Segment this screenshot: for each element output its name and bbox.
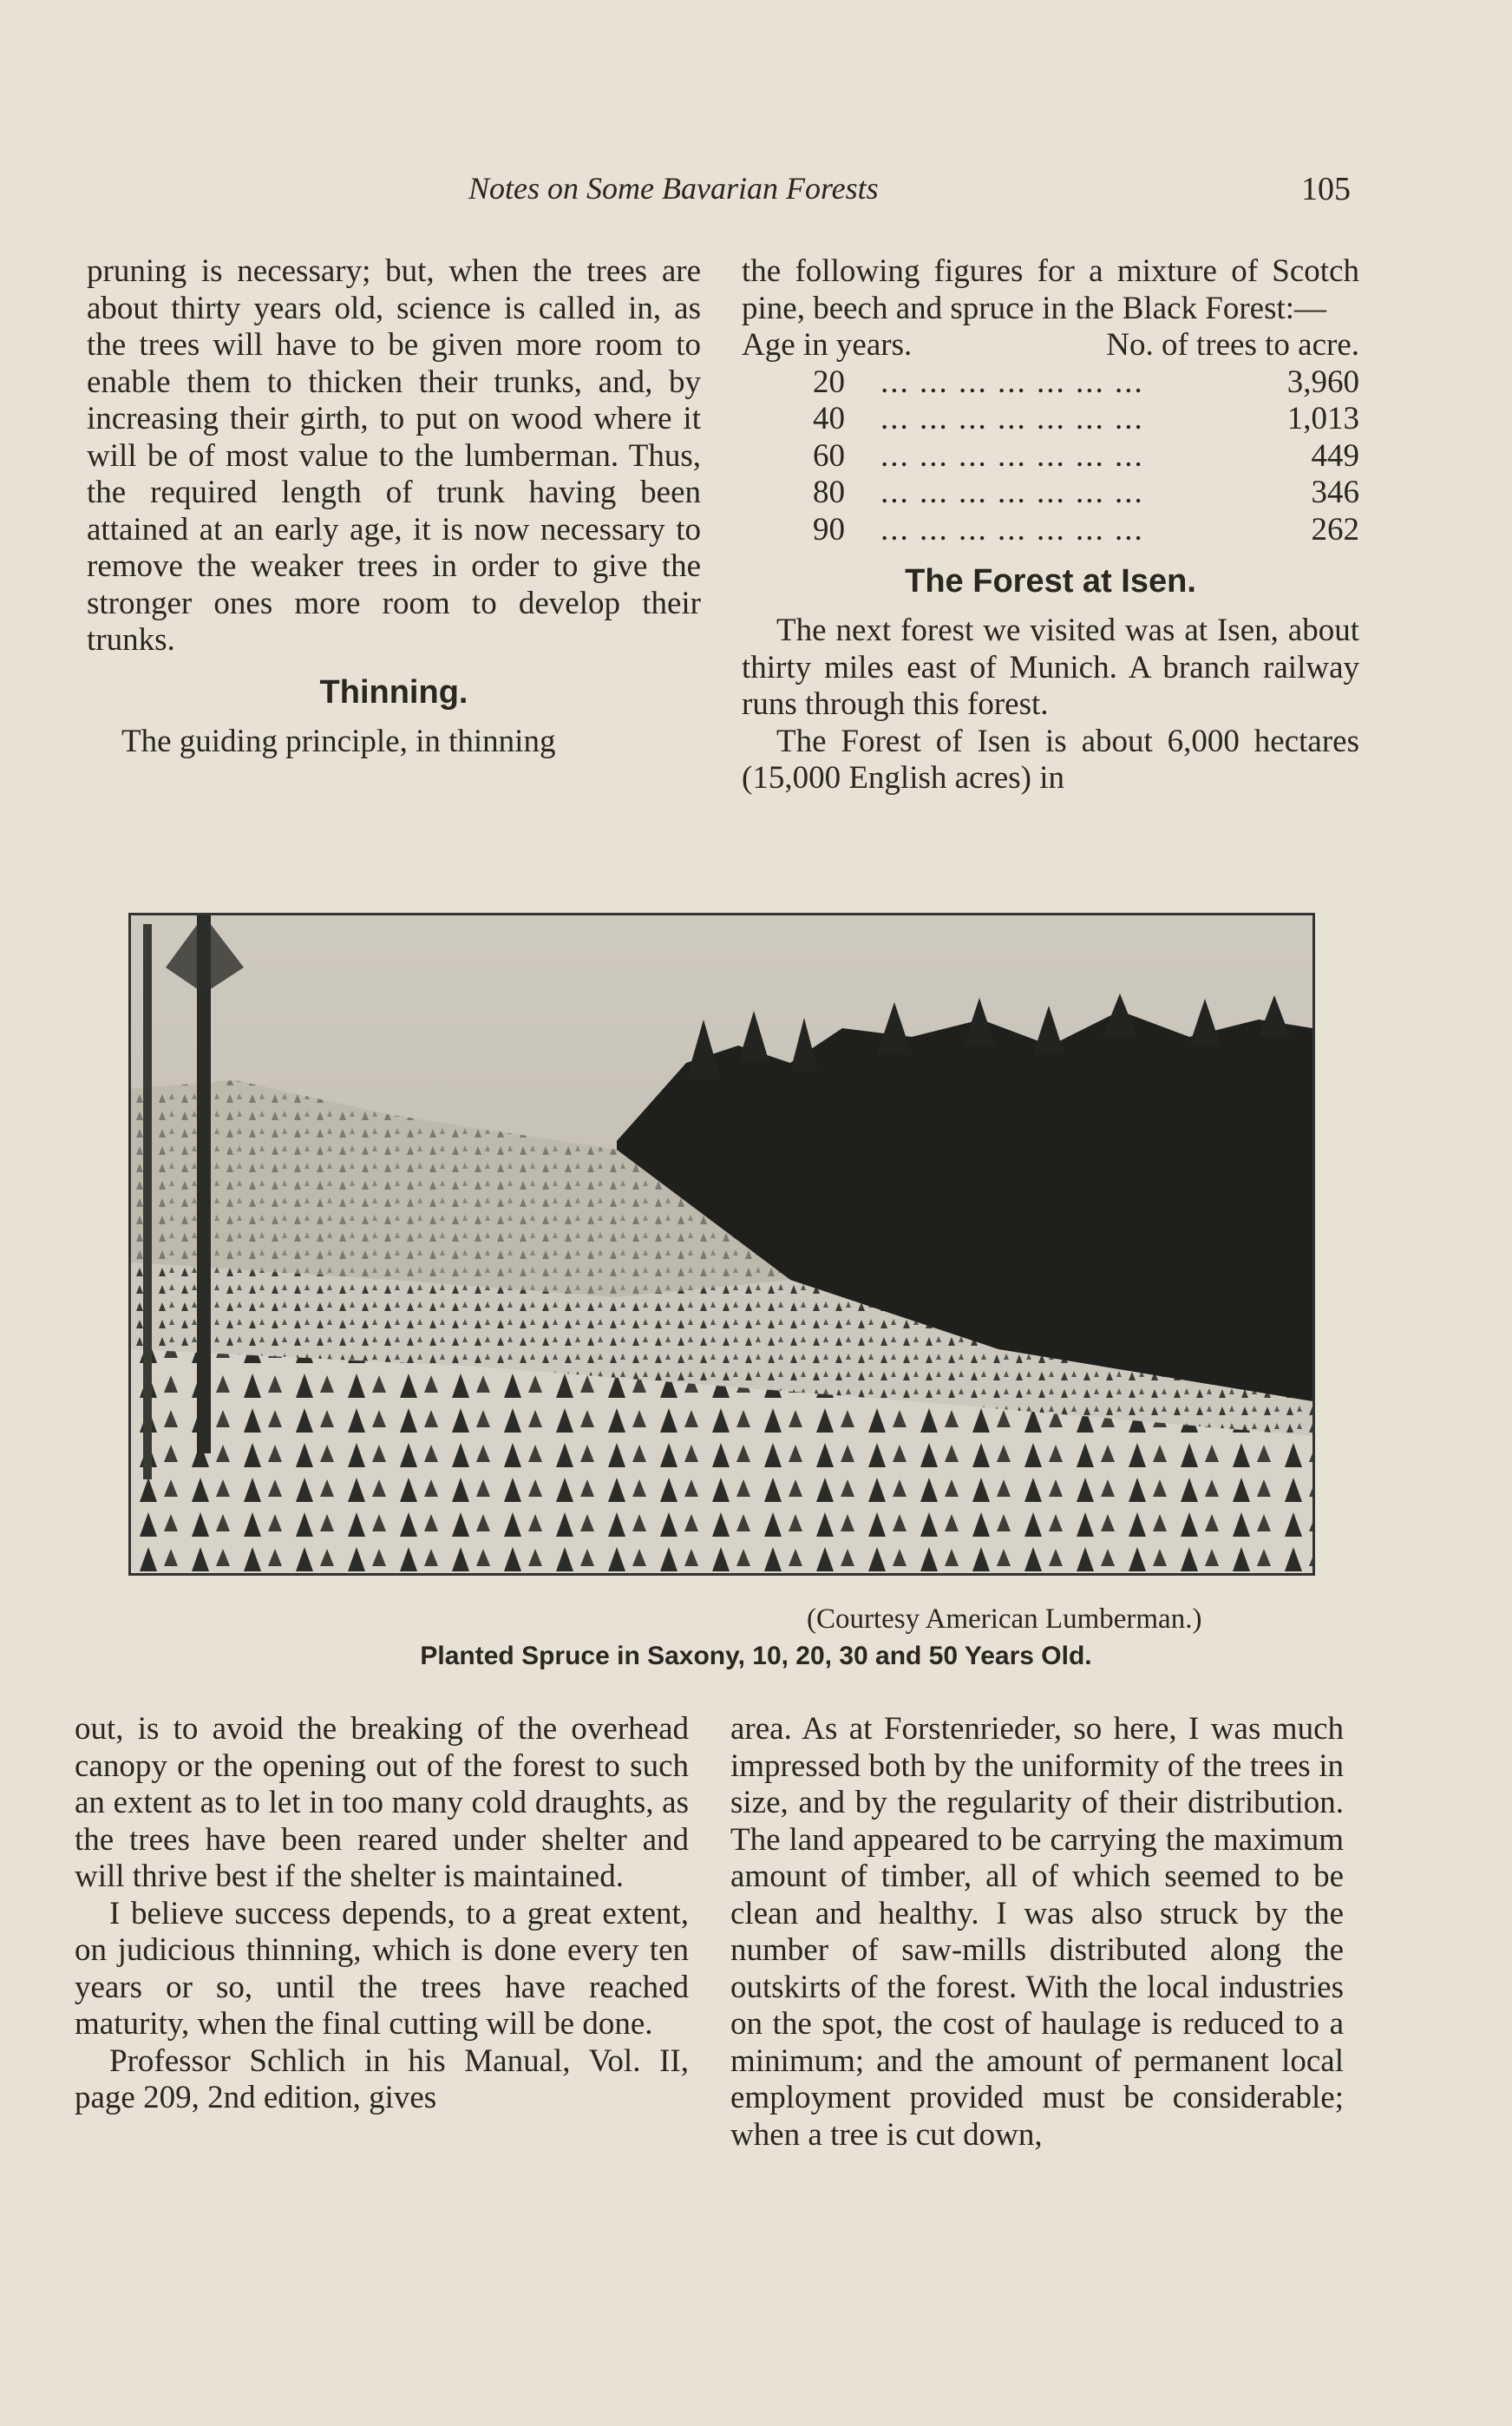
table-header-trees: No. of trees to acre. (1106, 327, 1359, 363)
leader-dots: ... ... ... ... ... ... ... (880, 437, 1144, 474)
table-row (742, 438, 1359, 475)
paragraph: pruning is necessary; but, when the trees are about thirty years old, science is called in, as the trees will have to be given more room to enable them to thicken their trunks, and, by increasing their girth, to put on wood where it will be of most value to the lumberman. Thus, the required length of trunk having been attained at an early age, it is now necessary to remove the weaker trees in order to give the stronger ones more room to develop their trunks. (87, 253, 701, 658)
table-row (742, 512, 1359, 549)
table-cell-age: 20 (813, 364, 845, 400)
column-top-right (742, 253, 1359, 797)
leader-dots: ... ... ... ... ... ... ... (880, 364, 1144, 400)
table-cell-age: 90 (813, 511, 845, 547)
table-cell-trees: 449 (1311, 437, 1359, 474)
paragraph: area. As at Forstenrieder, so here, I was much impressed both by the uniformity of the trees in size, and by the regularity of their distribution. The land appeared to be carrying the maximum amount of timber, all of which seemed to be clean and healthy. I was also struck by the number of saw-mills distributed along the outskirts of the forest. With the local industries on the spot, the cost of haulage is reduced to a minimum; and the amount of permanent local employment provided must be considerable; when a tree is cut down, (730, 1711, 1344, 2153)
running-title: Notes on Some Bavarian Forests (468, 171, 879, 206)
table-header-age: Age in years. (742, 327, 913, 363)
paragraph: Professor Schlich in his Manual, Vol. II, page 209, 2nd edition, gives (75, 2042, 689, 2115)
page-number: 105 (1301, 171, 1351, 207)
figure-caption: Planted Spruce in Saxony, 10, 20, 30 and 50 Years Old. (420, 1642, 1092, 1670)
table-cell-age: 60 (813, 437, 845, 474)
leader-dots: ... ... ... ... ... ... ... (880, 475, 1144, 510)
photo-credit: (Courtesy American Lumberman.) (807, 1603, 1202, 1635)
table-cell-trees: 262 (1311, 511, 1359, 547)
paragraph: I believe success depends, to a great extent, on judicious thinning, which is done every ten years or so, until the trees have reached maturity, when the final cutting will be done. (75, 1895, 689, 2042)
paragraph: the following figures for a mixture of Scotch pine, beech and spruce in the Black Forest:— (742, 253, 1359, 326)
table-cell-trees: 3,960 (1286, 364, 1359, 400)
section-heading-thinning: Thinning. (319, 673, 468, 711)
leader-dots: ... ... ... ... ... ... ... (880, 511, 1144, 547)
running-head (0, 170, 1512, 213)
table-cell-trees: 346 (1311, 475, 1359, 510)
paragraph: The next forest we visited was at Isen, about thirty miles east of Munich. A branch railway runs through this forest. (742, 613, 1359, 722)
paragraph: out, is to avoid the breaking of the overhead canopy or the opening out of the forest to such an extent as to let in too many cold draughts, as the trees have been reared under shelter and will thrive best if the shelter is maintained. (75, 1711, 689, 1894)
column-top-left (87, 253, 701, 760)
table-row (742, 475, 1359, 512)
section-heading-isen: The Forest at Isen. (905, 563, 1196, 600)
column-bottom-right (730, 1711, 1344, 2154)
table-header (742, 327, 1359, 364)
leader-dots: ... ... ... ... ... ... ... (880, 401, 1144, 436)
forest-photograph (128, 913, 1315, 1576)
paragraph: The Forest of Isen is about 6,000 hectares (15,000 English acres) in (742, 723, 1359, 796)
table-row (742, 401, 1359, 438)
table-cell-age: 40 (813, 401, 845, 436)
table-cell-age: 80 (813, 475, 845, 510)
table-cell-trees: 1,013 (1286, 401, 1359, 436)
paragraph: The guiding principle, in thinning (121, 723, 556, 759)
table-row (742, 364, 1359, 402)
column-bottom-left (75, 1711, 689, 2117)
forest-photo-image (131, 915, 1312, 1573)
